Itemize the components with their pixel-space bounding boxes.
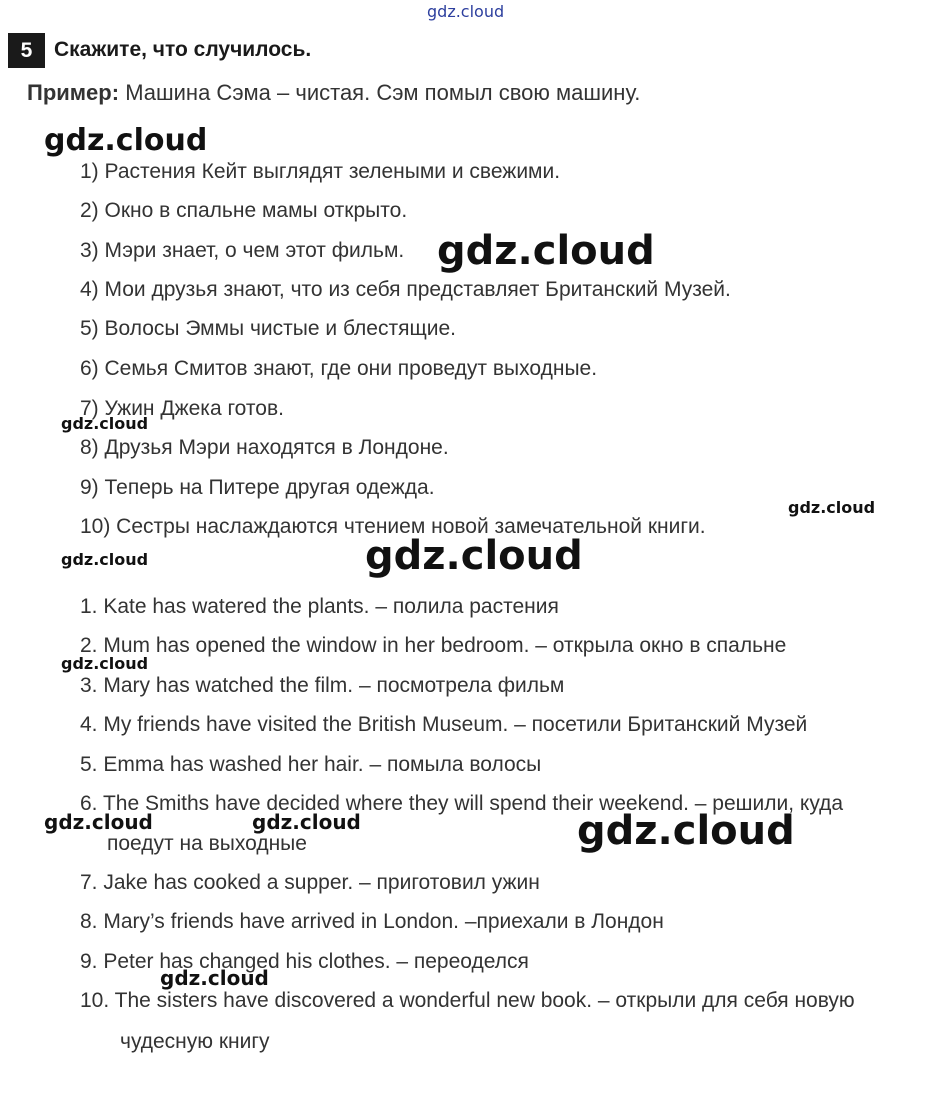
- watermark-top: gdz.cloud: [427, 2, 505, 21]
- watermark: gdz.cloud: [44, 810, 153, 834]
- watermark: gdz.cloud: [788, 498, 876, 517]
- answer-8: 8. Mary’s friends have arrived in London. –приехали в Лондон: [80, 910, 664, 933]
- watermark: gdz.cloud: [437, 228, 655, 274]
- answer-9: 9. Peter has changed his clothes. – переоделся: [80, 950, 529, 973]
- watermark: gdz.cloud: [160, 966, 269, 990]
- statement-7: 7) Ужин Джека готов.: [80, 397, 284, 420]
- watermark: gdz.cloud: [44, 123, 208, 158]
- answer-10-continuation: чудесную книгу: [120, 1030, 270, 1053]
- example-label: Пример:: [27, 80, 120, 105]
- exercise-title: Скажите, что случилось.: [54, 38, 312, 61]
- answer-7: 7. Jake has cooked a supper. – приготовил ужин: [80, 871, 540, 894]
- watermark: gdz.cloud: [61, 550, 149, 569]
- watermark: gdz.cloud: [61, 414, 149, 433]
- statement-6: 6) Семья Смитов знают, где они проведут выходные.: [80, 357, 598, 380]
- statement-8: 8) Друзья Мэри находятся в Лондоне.: [80, 436, 449, 459]
- answer-5: 5. Emma has washed her hair. – помыла волосы: [80, 753, 542, 776]
- statement-1: 1) Растения Кейт выглядят зелеными и свежими.: [80, 160, 561, 183]
- statement-3: 3) Мэри знает, о чем этот фильм.: [80, 239, 405, 262]
- answer-2: 2. Mum has opened the window in her bedroom. – открыла окно в спальне: [80, 634, 787, 657]
- example-text: Машина Сэма – чистая. Сэм помыл свою машину.: [125, 80, 641, 105]
- watermark: gdz.cloud: [61, 654, 149, 673]
- example-line: [27, 80, 640, 106]
- exercise-number-badge: 5: [8, 33, 45, 68]
- answer-10: 10. The sisters have discovered a wonderful new book. – открыли для себя новую: [80, 989, 855, 1012]
- watermark: gdz.cloud: [252, 810, 361, 834]
- answer-6-continuation: поедут на выходные: [107, 832, 307, 855]
- statement-9: 9) Теперь на Питере другая одежда.: [80, 476, 435, 499]
- watermark: gdz.cloud: [365, 533, 583, 579]
- answer-6: 6. The Smiths have decided where they will spend their weekend. – решили, куда: [80, 792, 844, 815]
- watermark: gdz.cloud: [577, 808, 795, 854]
- answer-3: 3. Mary has watched the film. – посмотрела фильм: [80, 674, 565, 697]
- statement-5: 5) Волосы Эммы чистые и блестящие.: [80, 317, 456, 340]
- statement-10: 10) Сестры наслаждаются чтением новой замечательной книги.: [80, 515, 706, 538]
- answer-4: 4. My friends have visited the British Museum. – посетили Британский Музей: [80, 713, 808, 736]
- statement-2: 2) Окно в спальне мамы открыто.: [80, 199, 408, 222]
- statement-4: 4) Мои друзья знают, что из себя представляет Британский Музей.: [80, 278, 731, 301]
- answer-1: 1. Kate has watered the plants. – полила растения: [80, 595, 559, 618]
